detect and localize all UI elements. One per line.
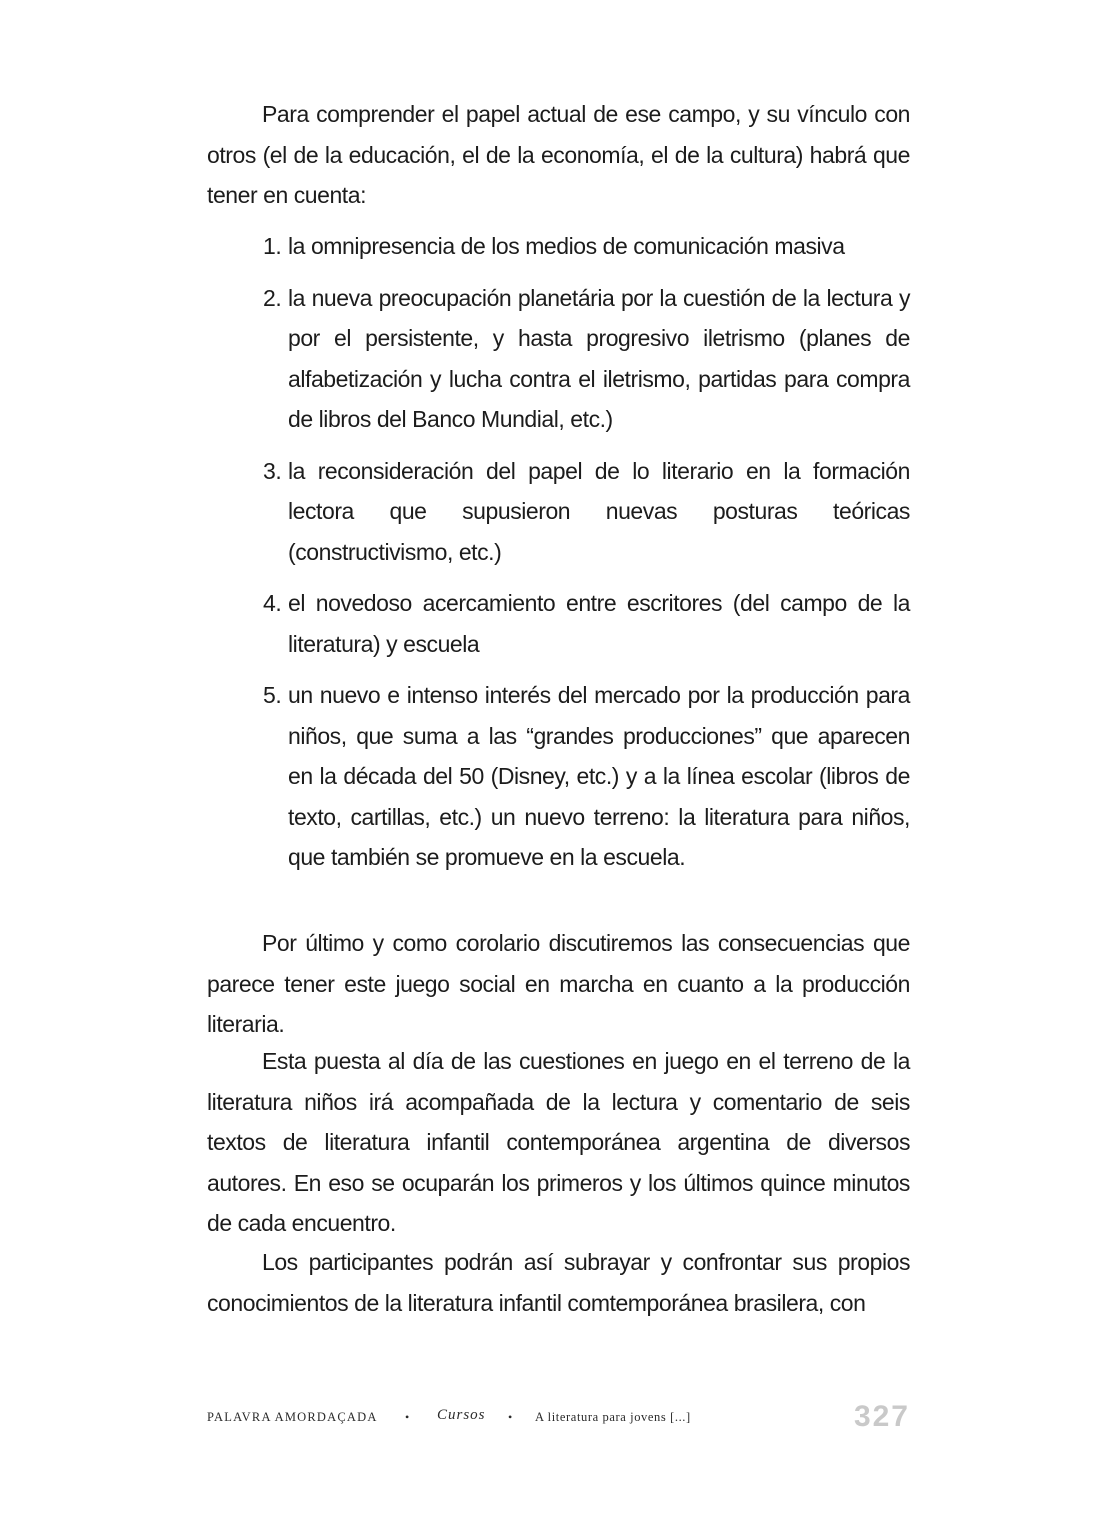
list-item-text: un nuevo e intenso interés del mercado por la producción para niños, que suma a las “grandes producciones” que aparecen en la década del 50 (Disney, etc.) y a la línea escolar (libros de texto, cartillas, etc.) un nuevo terreno: la literatura para niños, que también se promueve en la escuela. bbox=[288, 682, 910, 870]
list-item-number: 2. bbox=[263, 284, 282, 311]
footer-title: A literatura para jovens [...] bbox=[535, 1410, 691, 1424]
body-paragraph: Los participantes podrán así subrayar y confrontar sus propios conocimientos de la literatura infantil comtemporánea brasilera, con bbox=[207, 1249, 910, 1316]
page-footer bbox=[207, 1400, 910, 1434]
footer-separator: • bbox=[405, 1410, 410, 1424]
list-item-text: la omnipresencia de los medios de comunicación masiva bbox=[288, 233, 845, 259]
list-item-text: el novedoso acercamiento entre escritores (del campo de la literatura) y escuela bbox=[288, 590, 910, 657]
list-item bbox=[263, 451, 910, 573]
page-number: 327 bbox=[853, 1400, 910, 1433]
footer-series: Cursos bbox=[437, 1407, 486, 1423]
list-item bbox=[263, 583, 910, 664]
footer-separator: • bbox=[508, 1410, 513, 1424]
list-item-number: 1. bbox=[263, 233, 282, 259]
list-item-number: 5. bbox=[263, 682, 282, 708]
intro-paragraph: Para comprender el papel actual de ese campo, y su vínculo con otros (el de la educación, el de la economía, el de la cultura) habrá que tener en cuenta: bbox=[207, 101, 910, 208]
list-item-text: la nueva preocupación planetária por la cuestión de la lectura y por el persistente, y hasta progresivo iletrismo (planes de alfabetización y lucha contra el iletrismo, partidas para compra de libros del Banco Mundial, etc.) bbox=[288, 284, 910, 432]
list-item-text: la reconsideración del papel de lo literario en la formación lectora que supusieron nuevas posturas teóricas (constructivismo, etc.) bbox=[288, 457, 910, 565]
list-item bbox=[263, 226, 910, 267]
list-item bbox=[263, 675, 910, 878]
list-item-number: 3. bbox=[263, 457, 282, 484]
considerations-list bbox=[263, 226, 910, 878]
body-paragraph: Por último y como corolario discutiremos las consecuencias que parece tener este juego social en marcha en cuanto a la producción literaria. bbox=[207, 930, 910, 1037]
list-item-number: 4. bbox=[263, 590, 282, 616]
list-item bbox=[263, 278, 910, 440]
footer-publication: PALAVRA AMORDAÇADA bbox=[207, 1410, 378, 1424]
body-paragraph: Esta puesta al día de las cuestiones en juego en el terreno de la literatura niños irá acompañada de la lectura y comentario de seis textos de literatura infantil contemporánea argentina de diversos autores. En eso se ocuparán los primeros y los últimos quince minutos de cada encuentro. bbox=[207, 1048, 910, 1236]
